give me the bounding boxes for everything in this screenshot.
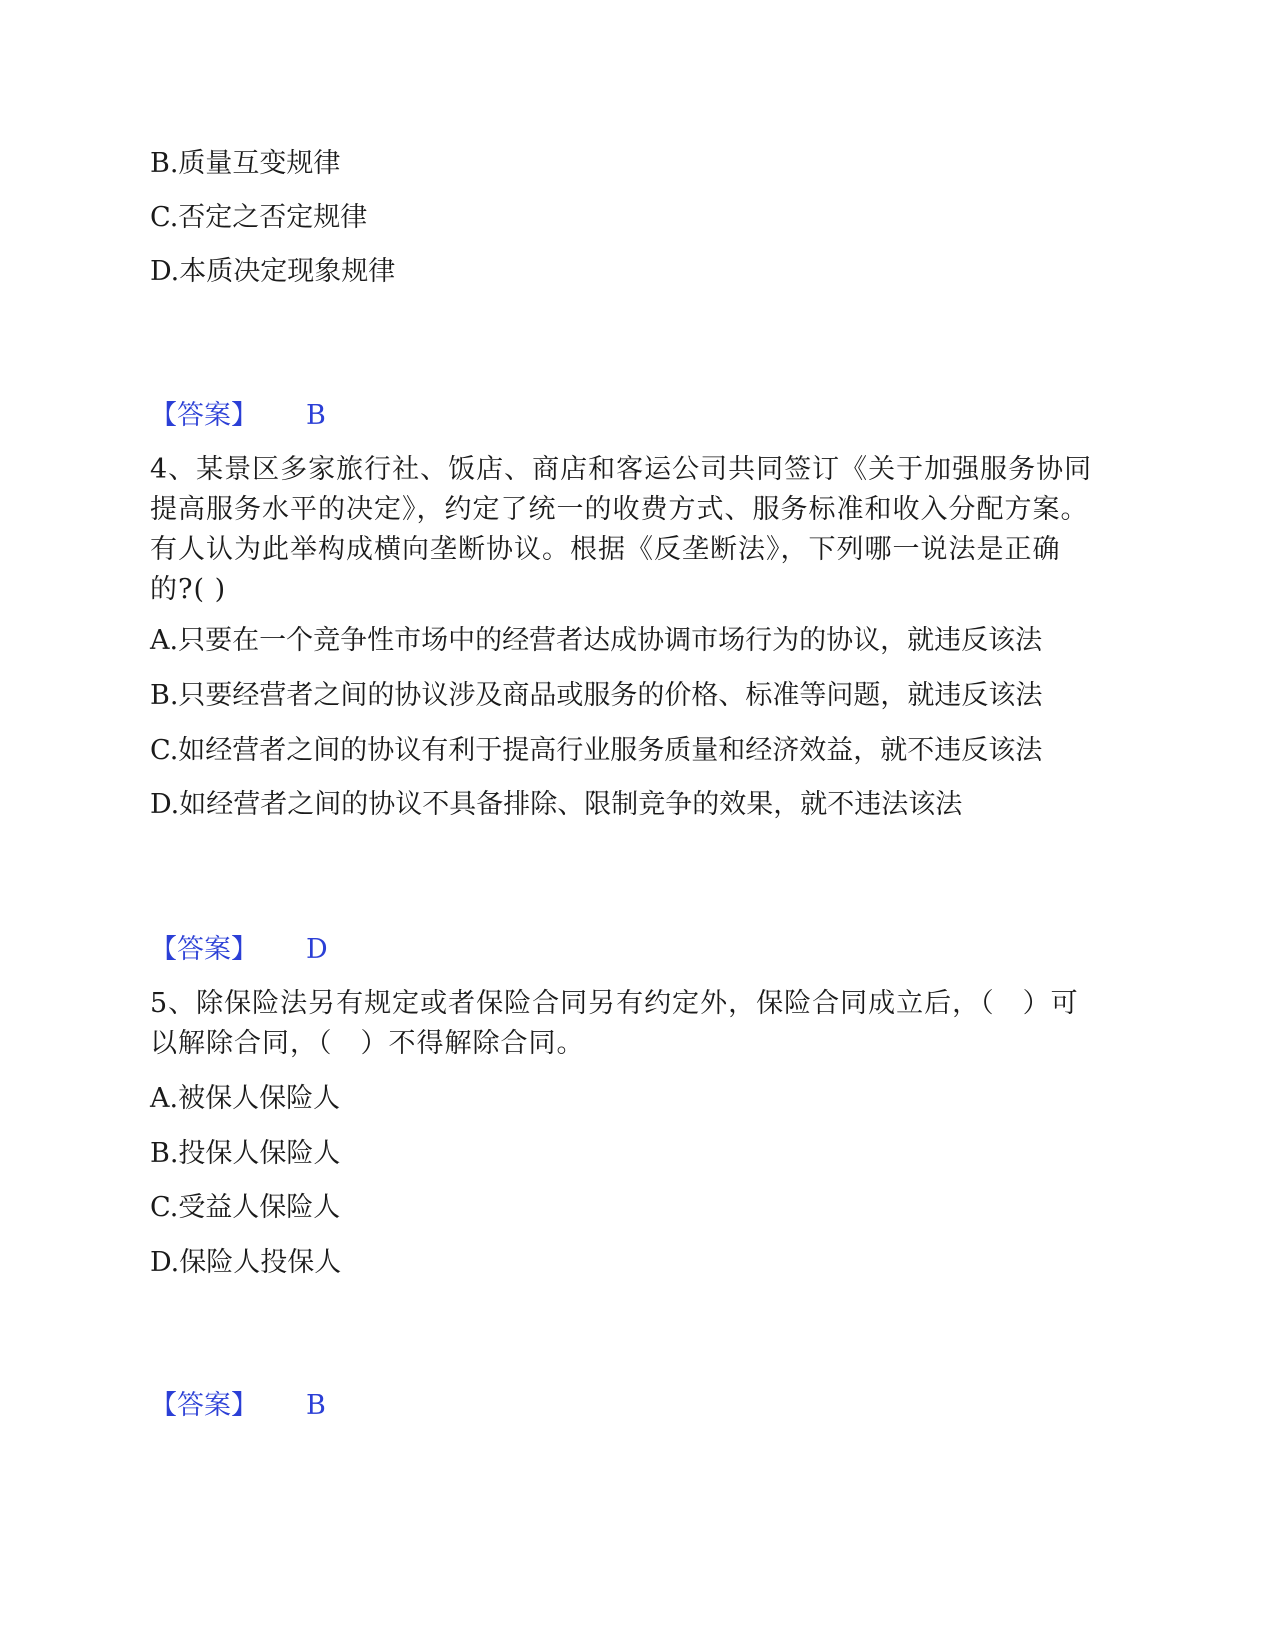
q4-option-d: D.如经营者之间的协议不具备排除、限制竞争的效果，就不违法该法: [150, 789, 963, 820]
q3-answer: [150, 396, 326, 436]
q4-stem: 4、某景区多家旅行社、饭店、商店和客运公司共同签订《关于加强服务协同提高服务水平的决定》，约定了统一的收费方式、服务标准和收入分配方案。有人认为此举构成横向垄断协议。根据《反垄断法》，下列哪一说法是正确的?( ): [150, 454, 1093, 605]
q5-answer-label: 【答案】: [150, 1390, 258, 1421]
q5-option-c: C.受益人保险人: [150, 1192, 341, 1223]
q4-answer-label: 【答案】: [150, 934, 258, 965]
q4-answer: [150, 930, 328, 970]
q5-option-b: B.投保人保险人: [150, 1138, 341, 1169]
q5-stem: 5、除保险法另有规定或者保险合同另有约定外，保险合同成立后，（ ）可以解除合同，（ ）不得解除合同。: [150, 988, 1079, 1059]
q3-option-b: B.质量互变规律: [150, 148, 341, 179]
q3-option-d: D.本质决定现象规律: [150, 256, 396, 287]
q5-option-a: A.被保人保险人: [150, 1083, 341, 1114]
q3-answer-value: B: [306, 400, 326, 431]
q4-option-c: C.如经营者之间的协议有利于提高行业服务质量和经济效益，就不违反该法: [150, 735, 1043, 766]
q3-answer-label: 【答案】: [150, 400, 258, 431]
q4-answer-value: D: [306, 934, 328, 965]
q5-option-d: D.保险人投保人: [150, 1247, 342, 1278]
q3-option-c: C.否定之否定规律: [150, 202, 368, 233]
q5-answer-value: B: [306, 1390, 326, 1421]
q4-option-b: B.只要经营者之间的协议涉及商品或服务的价格、标准等问题，就违反该法: [150, 680, 1043, 711]
q4-option-a: A.只要在一个竞争性市场中的经营者达成协调市场行为的协议，就违反该法: [150, 625, 1043, 656]
q5-answer: [150, 1386, 326, 1426]
